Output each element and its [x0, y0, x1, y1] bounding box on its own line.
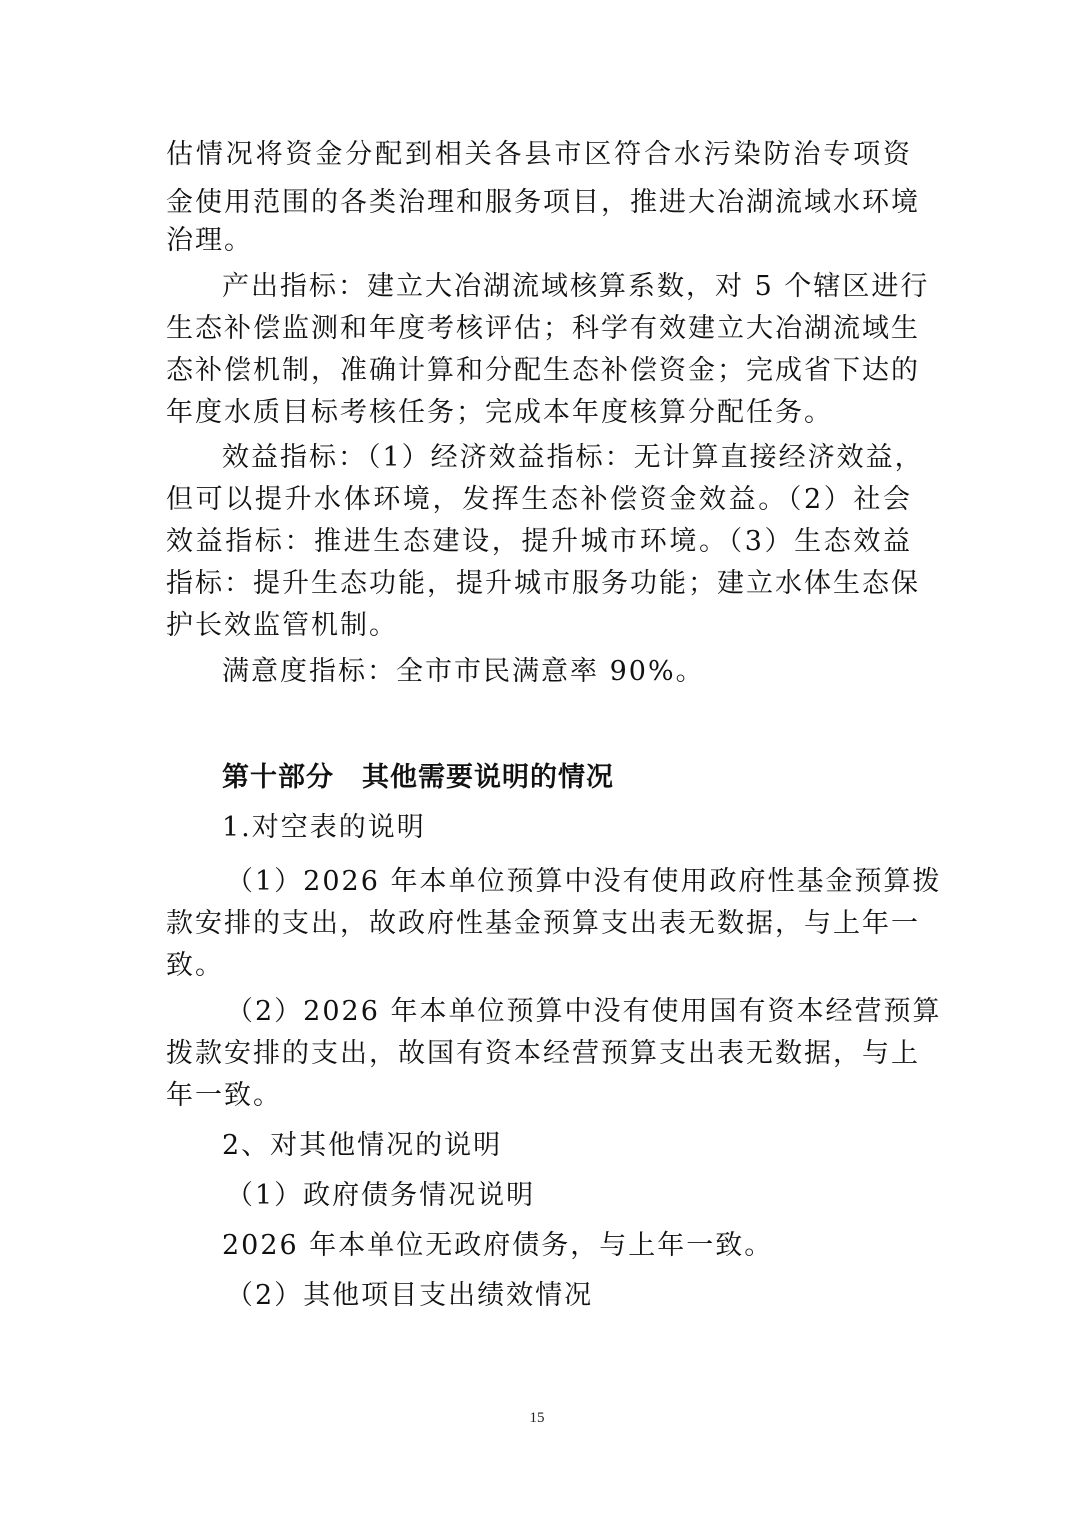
paragraph-line: 款安排的支出，故政府性基金预算支出表无数据，与上年一 — [166, 908, 920, 939]
paragraph-line: 态补偿机制，准确计算和分配生态补偿资金；完成省下达的 — [166, 355, 920, 386]
paragraph-line: 产出指标：建立大冶湖流域核算系数，对 5 个辖区进行 — [222, 271, 930, 302]
paragraph-line: 生态补偿监测和年度考核评估；科学有效建立大冶湖流域生 — [166, 313, 920, 344]
paragraph-line: 估情况将资金分配到相关各县市区符合水污染防治专项资 — [166, 139, 912, 170]
paragraph-line: 致。 — [166, 950, 224, 981]
paragraph-line: 效益指标：（1）经济效益指标：无计算直接经济效益， — [222, 442, 924, 473]
paragraph-line: 满意度指标：全市市民满意率 90%。 — [222, 656, 705, 687]
item-title: （1）政府债务情况说明 — [226, 1180, 536, 1211]
paragraph-line: 护长效监管机制。 — [166, 610, 398, 641]
subsection-title: 2、对其他情况的说明 — [222, 1130, 503, 1161]
subsection-title: 1.对空表的说明 — [222, 812, 426, 843]
page-number: 15 — [529, 1410, 545, 1426]
paragraph-line: 治理。 — [166, 225, 253, 256]
paragraph-line: 2026 年本单位无政府债务，与上年一致。 — [222, 1230, 774, 1261]
paragraph-line: （2）2026 年本单位预算中没有使用国有资本经营预算 — [226, 996, 942, 1027]
item-title: （2）其他项目支出绩效情况 — [226, 1280, 594, 1311]
section-heading: 第十部分 其他需要说明的情况 — [222, 762, 614, 793]
paragraph-line: 年度水质目标考核任务；完成本年度核算分配任务。 — [166, 397, 833, 428]
paragraph-line: 金使用范围的各类治理和服务项目，推进大冶湖流域水环境 — [166, 187, 920, 218]
paragraph-line: （1）2026 年本单位预算中没有使用政府性基金预算拨 — [226, 866, 942, 897]
paragraph-line: 年一致。 — [166, 1080, 282, 1111]
paragraph-line: 但可以提升水体环境，发挥生态补偿资金效益。（2）社会 — [166, 484, 912, 515]
paragraph-line: 拨款安排的支出，故国有资本经营预算支出表无数据，与上 — [166, 1038, 920, 1069]
paragraph-line: 指标：提升生态功能，提升城市服务功能；建立水体生态保 — [166, 568, 920, 599]
paragraph-line: 效益指标：推进生态建设，提升城市环境。（3）生态效益 — [166, 526, 912, 557]
